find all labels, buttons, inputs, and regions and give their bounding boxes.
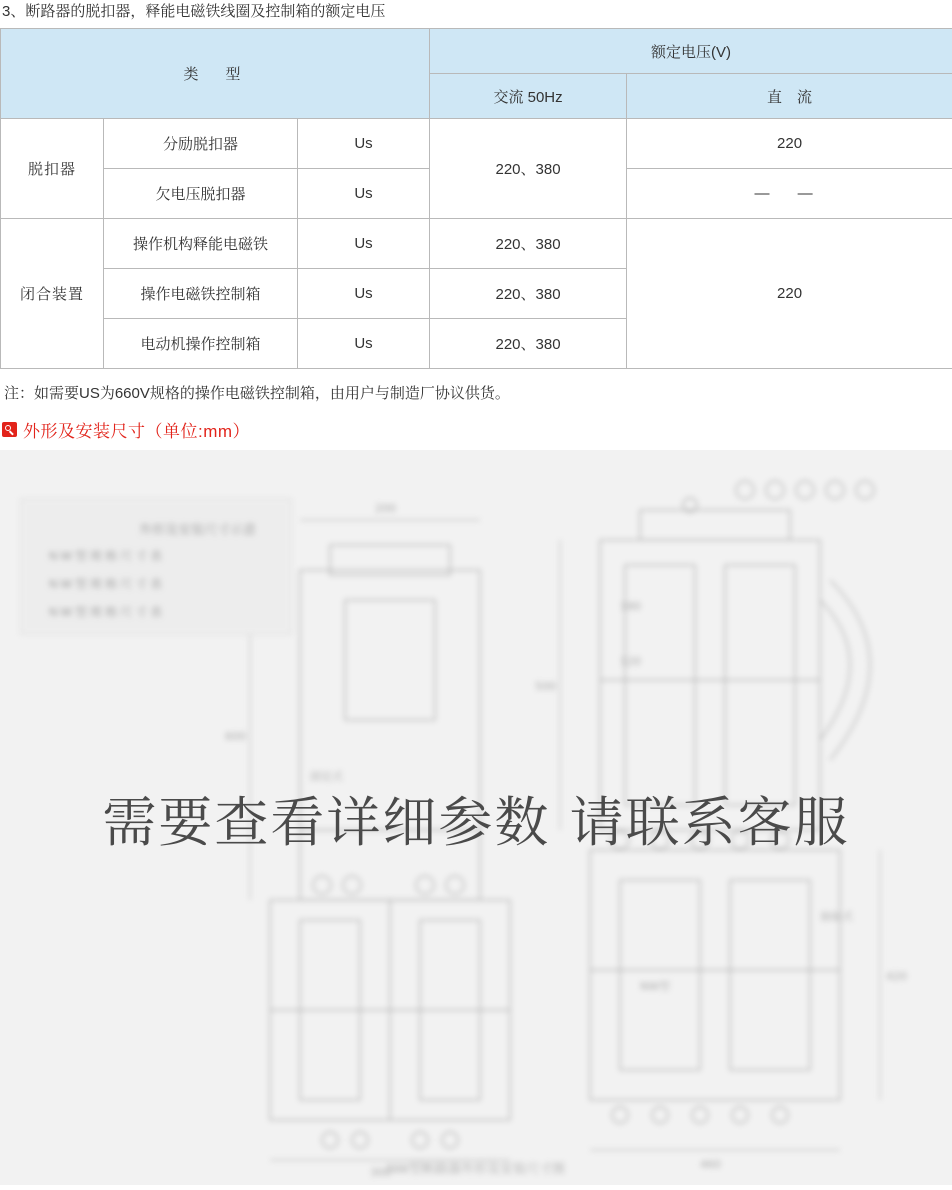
row-name: 分励脱扣器: [104, 119, 298, 169]
drawing-legend: [20, 498, 292, 635]
svg-text:300: 300: [370, 1166, 391, 1179]
table-row: [1, 219, 952, 269]
rated-voltage-table: [0, 28, 952, 369]
dimensions-heading-label: 外形及安装尺寸（单位:mm）: [23, 422, 251, 441]
header-voltage-group: 额定电压(V): [430, 29, 952, 74]
dimension-drawing: [0, 450, 952, 1185]
row-us: Us: [298, 269, 430, 319]
svg-text:420: 420: [886, 970, 907, 983]
table-note: 注：如需要US为660V规格的操作电磁铁控制箱，由用户与制造厂协议供货。: [4, 385, 510, 402]
row-ac: 220、380: [430, 119, 627, 219]
row-us: Us: [298, 319, 430, 369]
row-us: Us: [298, 169, 430, 219]
row-ac: 220、380: [430, 219, 627, 269]
row-us: Us: [298, 219, 430, 269]
row-us: Us: [298, 119, 430, 169]
drawing-caption: NW型断路器外形及安装尺寸图: [387, 1161, 565, 1176]
row-group-closing-device: 闭合装置: [1, 219, 104, 369]
dimensions-heading: [0, 415, 952, 450]
header-ac: 交流 50Hz: [430, 74, 627, 119]
row-name: 欠电压脱扣器: [104, 169, 298, 219]
row-name: 操作电磁铁控制箱: [104, 269, 298, 319]
row-name: 操作机构释能电磁铁: [104, 219, 298, 269]
legend-row: NW型规格尺寸表: [49, 605, 165, 619]
contact-service-overlay: 需要查看详细参数 请联系客服: [102, 791, 850, 854]
row-group-tripper: 脱扣器: [1, 119, 104, 219]
row-ac: 220、380: [430, 269, 627, 319]
svg-text:600: 600: [225, 730, 246, 743]
svg-text:抽屉式: 抽屉式: [820, 910, 853, 923]
header-dc: 直 流: [627, 74, 952, 119]
legend-title: 外形及安装尺寸示意: [139, 522, 257, 537]
table-row: [1, 119, 952, 169]
row-dc: 220: [627, 119, 952, 169]
table-header-row-1: [1, 29, 952, 74]
svg-text:200: 200: [375, 502, 396, 515]
svg-text:120: 120: [620, 655, 641, 668]
row-name: 电动机操作控制箱: [104, 319, 298, 369]
legend-row: NW型规格尺寸表: [49, 549, 165, 563]
section-heading: 3、断路器的脱扣器，释能电磁铁线圈及控制箱的额定电压: [2, 3, 386, 20]
svg-text:NW型: NW型: [640, 980, 671, 993]
search-icon: [2, 422, 17, 437]
row-dc: — —: [627, 169, 952, 219]
svg-text:180: 180: [620, 600, 641, 613]
row-dc: 220: [627, 219, 952, 369]
row-ac: 220、380: [430, 319, 627, 369]
legend-row: NW型规格尺寸表: [49, 577, 165, 591]
header-type: 类 型: [1, 29, 430, 119]
svg-text:460: 460: [700, 1158, 721, 1171]
svg-text:固定式: 固定式: [310, 770, 343, 783]
svg-text:500: 500: [535, 680, 556, 693]
